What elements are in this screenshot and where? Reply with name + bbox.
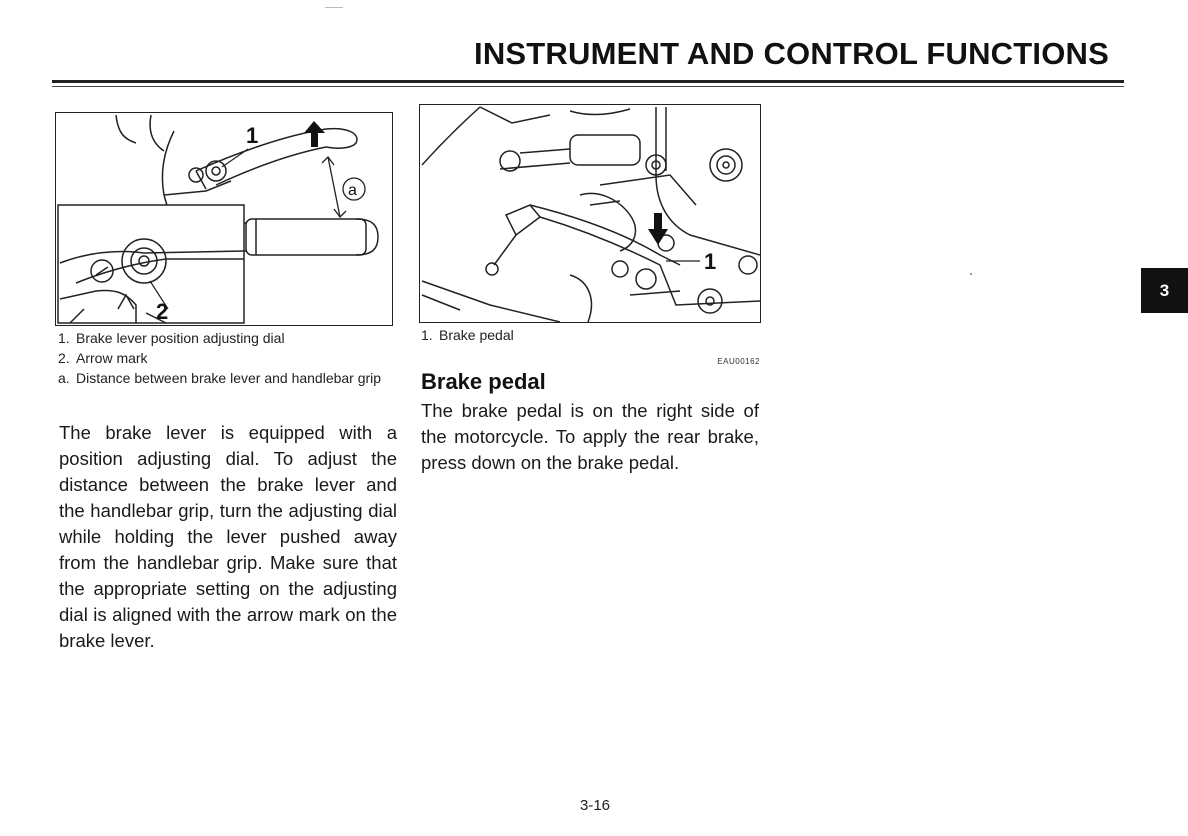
callout-1: 1 — [246, 123, 259, 148]
header-rule — [52, 80, 1124, 83]
page-header-title: INSTRUMENT AND CONTROL FUNCTIONS — [474, 36, 1109, 71]
callout-2: 2 — [156, 299, 169, 324]
section-heading: Brake pedal — [421, 369, 546, 394]
chapter-tab: 3 — [1141, 268, 1188, 313]
callout-1: 1 — [704, 249, 717, 274]
scan-speck — [970, 273, 972, 275]
header-rule-thin — [52, 86, 1124, 87]
caption-item: a. Distance between brake lever and handlebar grip — [58, 370, 382, 386]
brake-pedal-illustration — [419, 104, 761, 323]
caption-item: 1. Brake lever position adjusting dial — [58, 330, 285, 346]
brake-pedal-captions — [421, 325, 721, 345]
brake-pedal-drawing — [420, 105, 760, 322]
brake-lever-paragraph: The brake lever is equipped with a position adjusting dial. To adjust the distance between the brake lever and the handlebar grip, turn the adjusting dial while holding the lever pushed away from the handlebar grip. Make sure that the appropriate setting on the adjusting dial is aligned with the arrow mark on the brake lever. — [59, 422, 397, 651]
scan-mark — [325, 7, 343, 8]
brake-pedal-paragraph: The brake pedal is on the right side of the motorcycle. To apply the rear brake, press down on the brake pedal. — [421, 400, 759, 473]
brake-lever-drawing — [56, 113, 392, 325]
caption-item: 2. Arrow mark — [58, 350, 148, 366]
push-direction-arrow — [304, 121, 325, 147]
press-direction-arrow — [648, 213, 668, 245]
caption-item: 1. Brake pedal — [421, 327, 514, 343]
page-number: 3-16 — [579, 797, 611, 814]
brake-lever-illustration — [55, 112, 393, 326]
callout-a: a — [348, 182, 357, 199]
section-code: EAU00162 — [717, 357, 760, 366]
brake-lever-captions — [58, 328, 398, 388]
